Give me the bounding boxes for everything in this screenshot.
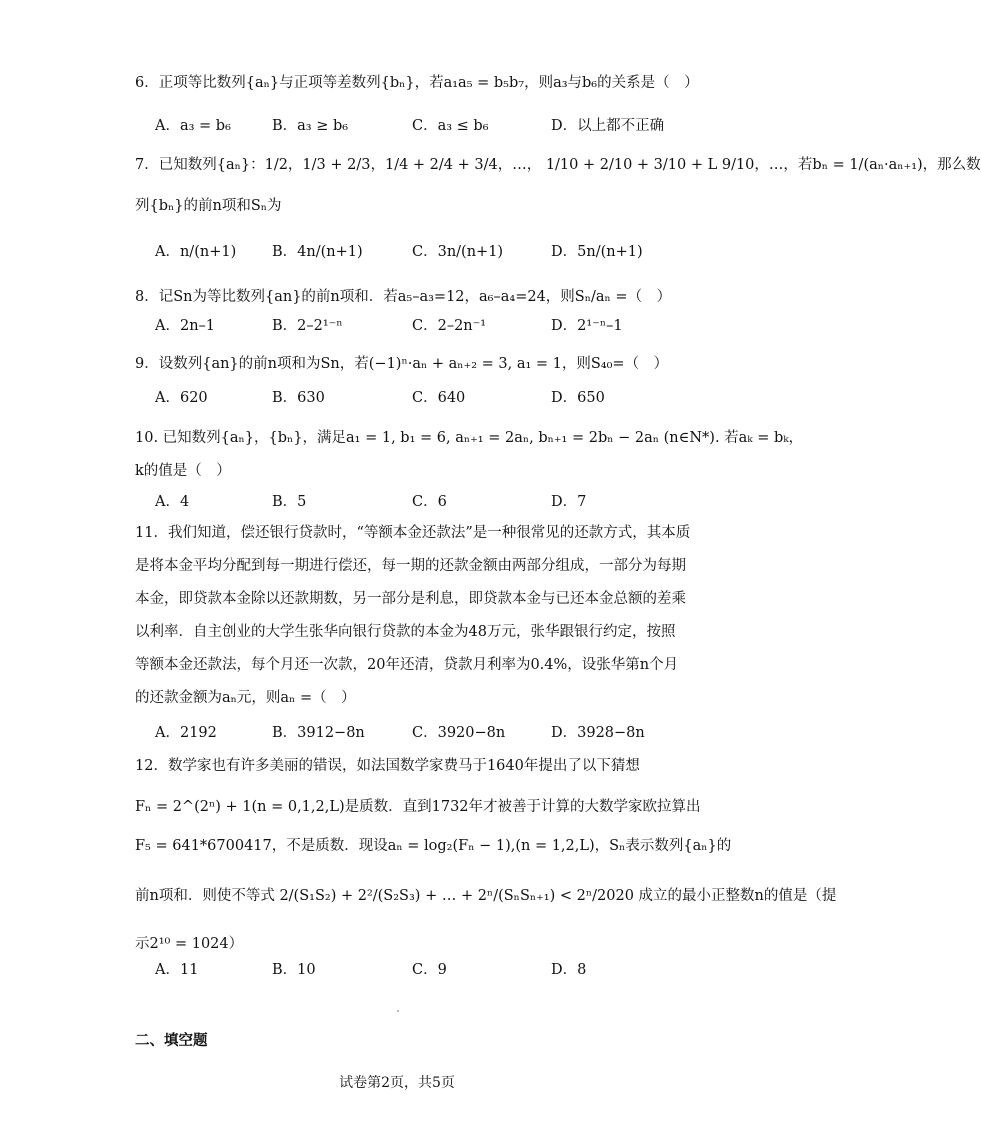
q6-option-d: D．以上都不正确	[551, 118, 665, 134]
q11-option-a: A．2192	[155, 725, 217, 741]
q9-option-a: A．620	[155, 390, 208, 406]
q11-option-b: B．3912−8n	[272, 725, 365, 741]
question-6-stem: 6．正项等比数列{aₙ}与正项等差数列{bₙ}，若a₁a₅ = b₅b₇，则a₃与b₆的关系是（ ）	[135, 75, 699, 91]
question-11-line-3: 本金，即贷款本金除以还款期数，另一部分是利息，即贷款本金与已还本金总额的差乘	[135, 591, 686, 607]
question-11-line-4: 以利率．自主创业的大学生张华向银行贷款的本金为48万元，张华跟银行约定，按照	[135, 624, 676, 640]
q11-option-d: D．3928−8n	[551, 725, 645, 741]
q9-option-b: B．630	[272, 390, 325, 406]
q8-option-d: D．2¹⁻ⁿ–1	[551, 318, 623, 334]
q10-option-c: C．6	[412, 494, 447, 510]
section-title: 二、填空题	[135, 1033, 208, 1049]
q8-option-a: A．2n–1	[155, 318, 216, 334]
q7-option-b: B．4n/(n+1)	[272, 244, 363, 260]
q12-option-b: B．10	[272, 962, 316, 978]
question-12-line-2: Fₙ = 2^(2ⁿ) + 1(n = 0,1,2,L)是质数．直到1732年才被善于计算的大数学家欧拉算出	[135, 799, 701, 815]
question-11-line-2: 是将本金平均分配到每一期进行偿还，每一期的还款金额由两部分组成，一部分为每期	[135, 558, 686, 574]
q8-option-b: B．2–2¹⁻ⁿ	[272, 318, 343, 334]
question-10-stem: 10. 已知数列{aₙ}，{bₙ}，满足a₁ = 1, b₁ = 6, aₙ₊₁ = 2aₙ, bₙ₊₁ = 2bₙ − 2aₙ (n∈N*). 若aₖ = bₖ，	[135, 430, 804, 446]
question-9-stem: 9．设数列{an}的前n项和为Sn，若(−1)ⁿ·aₙ + aₙ₊₂ = 3, a₁ = 1，则S₄₀=（ ）	[135, 356, 669, 372]
q11-option-c: C．3920−8n	[412, 725, 506, 741]
q10-option-a: A．4	[155, 494, 190, 510]
q6-option-b: B．a₃ ≥ b₆	[272, 118, 349, 134]
q8-option-c: C．2–2n⁻¹	[412, 318, 487, 334]
page-footer: 试卷第2页，共5页	[339, 1075, 455, 1091]
q6-option-a: A．a₃ = b₆	[155, 118, 231, 134]
question-8-stem: 8．记Sn为等比数列{an}的前n项和．若a₅–a₃=12，a₆–a₄=24，则Sₙ/aₙ =（ ）	[135, 289, 672, 305]
question-12-line-4: 前n项和．则使不等式 2/(S₁S₂) + 2²/(S₂S₃) + … + 2ⁿ/(SₙSₙ₊₁) < 2ⁿ/2020 成立的最小正整数n的值是（提	[135, 888, 837, 904]
q6-option-c: C．a₃ ≤ b₆	[412, 118, 489, 134]
q7-option-c: C．3n/(n+1)	[412, 244, 504, 260]
question-12-line-5: 示2¹⁰ = 1024）	[135, 936, 244, 952]
question-7-stem: 7．已知数列{aₙ}：1/2，1/3 + 2/3，1/4 + 2/4 + 3/4，…， 1/10 + 2/10 + 3/10 + L 9/10，…，若bₙ = 1/(aₙ·aₙ₊₁)，那么数	[135, 157, 981, 173]
q12-option-c: C．9	[412, 962, 447, 978]
q7-option-d: D．5n/(n+1)	[551, 244, 643, 260]
q12-option-d: D．8	[551, 962, 587, 978]
question-10-stem-cont: k的值是（ ）	[135, 463, 231, 479]
q7-option-a: A．n/(n+1)	[155, 244, 237, 260]
question-12-line-3: F₅ = 641*6700417，不是质数．现设aₙ = log₂(Fₙ − 1),(n = 1,2,L)，Sₙ表示数列{aₙ}的	[135, 838, 732, 854]
question-12-line-1: 12．数学家也有许多美丽的错误，如法国数学家费马于1640年提出了以下猜想	[135, 758, 640, 774]
q10-option-b: B．5	[272, 494, 307, 510]
question-7-stem-cont: 列{bₙ}的前n项和Sₙ为	[135, 198, 282, 214]
q10-option-d: D．7	[551, 494, 587, 510]
q12-option-a: A．11	[155, 962, 199, 978]
q9-option-d: D．650	[551, 390, 605, 406]
q9-option-c: C．640	[412, 390, 466, 406]
page-speck	[397, 1010, 399, 1012]
question-11-line-1: 11．我们知道，偿还银行贷款时，“等额本金还款法”是一种很常见的还款方式，其本质	[135, 525, 691, 541]
question-11-line-6: 的还款金额为aₙ元，则aₙ =（ ）	[135, 690, 356, 706]
question-11-line-5: 等额本金还款法，每个月还一次款，20年还清，贷款月利率为0.4%，设张华第n个月	[135, 657, 679, 673]
